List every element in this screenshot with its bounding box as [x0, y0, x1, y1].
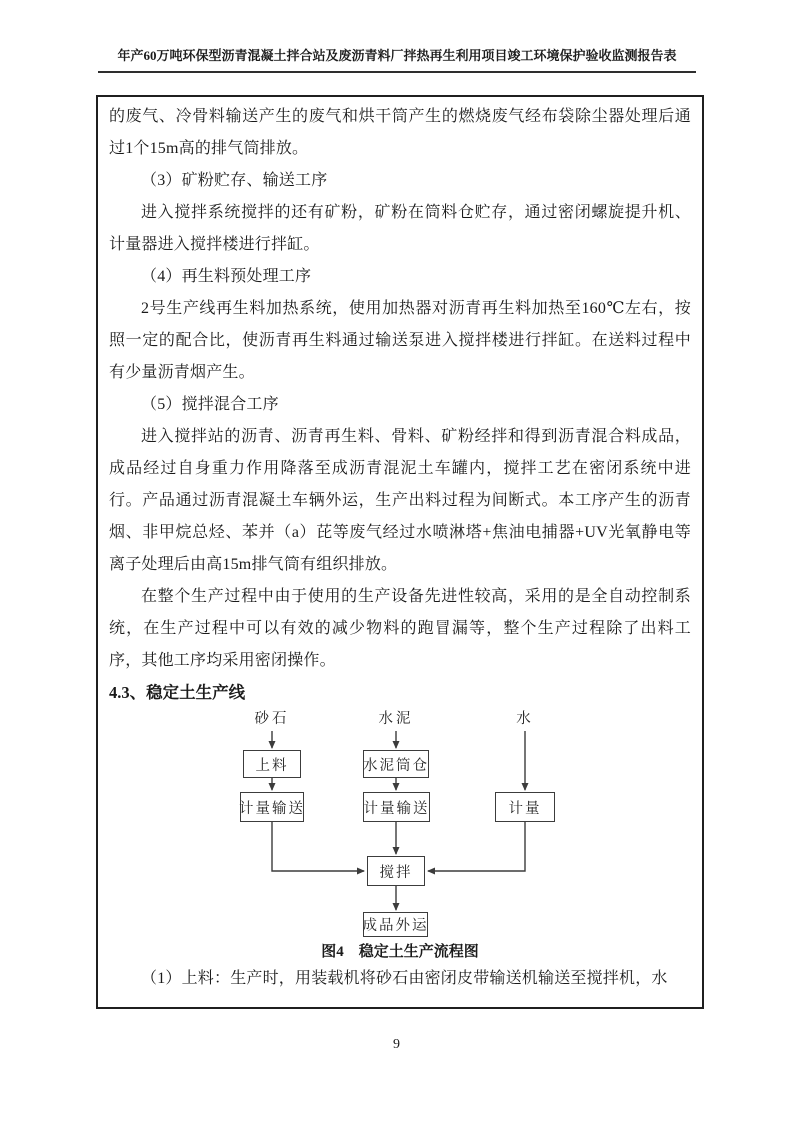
subsection-heading-4: （4）再生料预处理工序	[141, 268, 312, 285]
body-paragraph-mixing: 进入搅拌站的沥青、沥青再生料、骨料、矿粉经拌和得到沥青混合料成品，成品经过自身重力作用降落至成沥青混泥土车罐内，搅拌工艺在密闭系统中进行。产品通过沥青混凝土车辆外运，生产出料过程为间断式。本工序产生的沥青烟、非甲烷总烃、苯并（a）芘等废气经过水喷淋塔+焦油电捕器+UV光氧静电等离子处理后由高15m排气筒有组织排放。	[109, 428, 691, 573]
content-frame	[96, 95, 704, 1009]
flowchart-arrows	[109, 709, 669, 941]
flowchart-input-sand-gravel: 砂石	[254, 711, 290, 727]
document-header	[98, 47, 696, 73]
body-paragraph-after-figure: （1）上料：生产时，用装载机将砂石由密闭皮带输送机输送至搅拌机，水	[141, 970, 668, 987]
body-paragraph-mineral-powder: 进入搅拌系统搅拌的还有矿粉，矿粉在筒料仓贮存，通过密闭螺旋提升机、计量器进入搅拌楼进行拌缸。	[109, 204, 691, 253]
flowchart-node-cement-silo: 水泥筒仓	[363, 750, 429, 778]
flowchart-node-mixing: 搅拌	[367, 856, 425, 886]
page-number: 9	[393, 1037, 400, 1052]
figure-caption: 图4 稳定土生产流程图	[321, 944, 479, 960]
flowchart-node-metering-conveying-1: 计量输送	[240, 792, 304, 822]
flowchart-node-feeding: 上料	[243, 750, 301, 778]
subsection-heading-3: （3）矿粉贮存、输送工序	[141, 172, 328, 189]
document-title: 年产60万吨环保型沥青混凝土拌合站及废沥青料厂拌热再生利用项目竣工环境保护验收监测报告表	[117, 48, 677, 63]
body-paragraph-continuation: 的废气、冷骨料输送产生的废气和烘干筒产生的燃烧废气经布袋除尘器处理后通过1个15m高的排气筒排放。	[109, 108, 691, 157]
flowchart-input-water: 水	[516, 711, 534, 727]
subsection-heading-5: （5）搅拌混合工序	[141, 396, 279, 413]
body-paragraph-closing: 在整个生产过程中由于使用的生产设备先进性较高，采用的是全自动控制系统，在生产过程中可以有效的减少物料的跑冒漏等，整个生产过程除了出料工序，其他工序均采用密闭操作。	[109, 588, 691, 669]
body-paragraph-recycled-material: 2号生产线再生料加热系统，使用加热器对沥青再生料加热至160℃左右，按照一定的配合比，使沥青再生料通过输送泵进入搅拌楼进行拌缸。在送料过程中有少量沥青烟产生。	[109, 300, 691, 381]
flowchart-node-product-transport: 成品外运	[363, 912, 428, 937]
section-heading-4-3: 4.3、稳定土生产线	[109, 683, 246, 702]
flowchart-stabilized-soil	[109, 709, 669, 941]
flowchart-node-metering: 计量	[495, 792, 555, 822]
flowchart-node-metering-conveying-2: 计量输送	[363, 792, 430, 822]
flowchart-input-cement: 水泥	[378, 711, 414, 727]
